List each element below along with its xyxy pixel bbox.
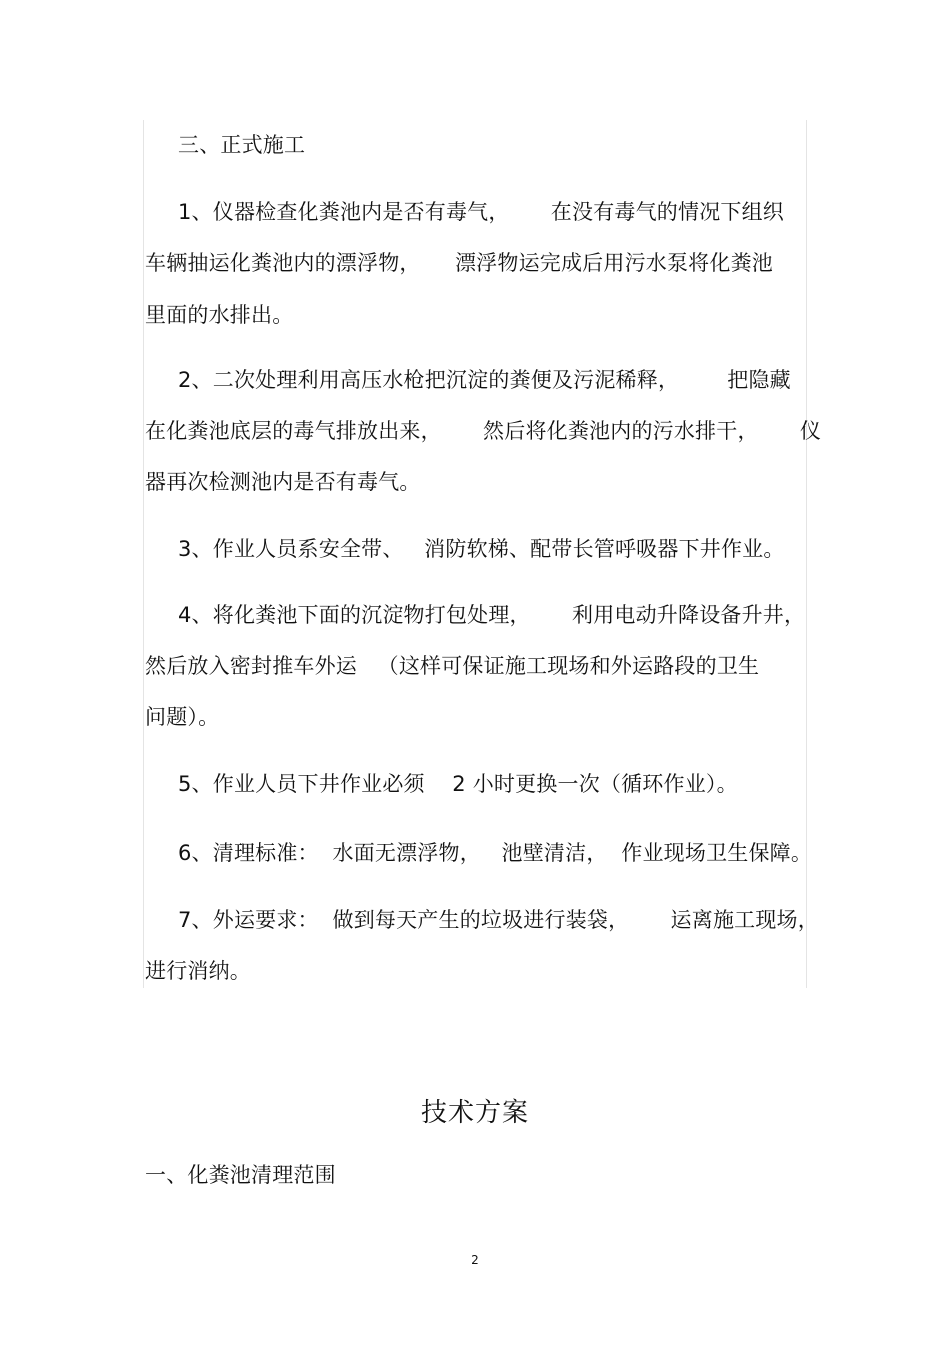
- item-4-line-2: 然后放入密封推车外运 （这样可保证施工现场和外运路段的卫生: [145, 654, 760, 678]
- item-3-line-1: 3、作业人员系安全带、 消防软梯、配带长管呼吸器下井作业。: [178, 537, 785, 561]
- item-2-line-2: 在化粪池底层的毒气排放出来， 然后将化粪池内的污水排干， 仪: [145, 419, 822, 443]
- page-number: 2: [471, 1253, 479, 1267]
- item-1-line-3: 里面的水排出。: [145, 303, 294, 327]
- subheading: 一、化粪池清理范围: [145, 1163, 336, 1187]
- section-heading: 三、正式施工: [178, 133, 306, 157]
- item-7-line-1: 7、外运要求： 做到每天产生的垃圾进行装袋， 运离施工现场，: [178, 908, 819, 932]
- item-4-line-3: 问题）。: [145, 705, 220, 729]
- item-1-line-2: 车辆抽运化粪池内的漂浮物， 漂浮物运完成后用污水泵将化粪池: [145, 251, 773, 275]
- item-2-line-3: 器再次检测池内是否有毒气。: [145, 470, 421, 494]
- item-6-line-1: 6、清理标准： 水面无漂浮物， 池壁清洁， 作业现场卫生保障。: [178, 841, 813, 865]
- item-7-line-2: 进行消纳。: [145, 959, 251, 983]
- item-1-line-1: 1、仪器检查化粪池内是否有毒气， 在没有毒气的情况下组织: [178, 200, 785, 224]
- item-2-line-1: 2、二次处理利用高压水枪把沉淀的粪便及污泥稀释， 把隐藏: [178, 368, 791, 392]
- document-title: 技术方案: [420, 1098, 529, 1128]
- item-5-line-1: 5、作业人员下井作业必须 2 小时更换一次（循环作业）。: [178, 772, 738, 796]
- item-4-line-1: 4、将化粪池下面的沉淀物打包处理， 利用电动升降设备升井，: [178, 603, 806, 627]
- frame-line-left: [143, 120, 144, 988]
